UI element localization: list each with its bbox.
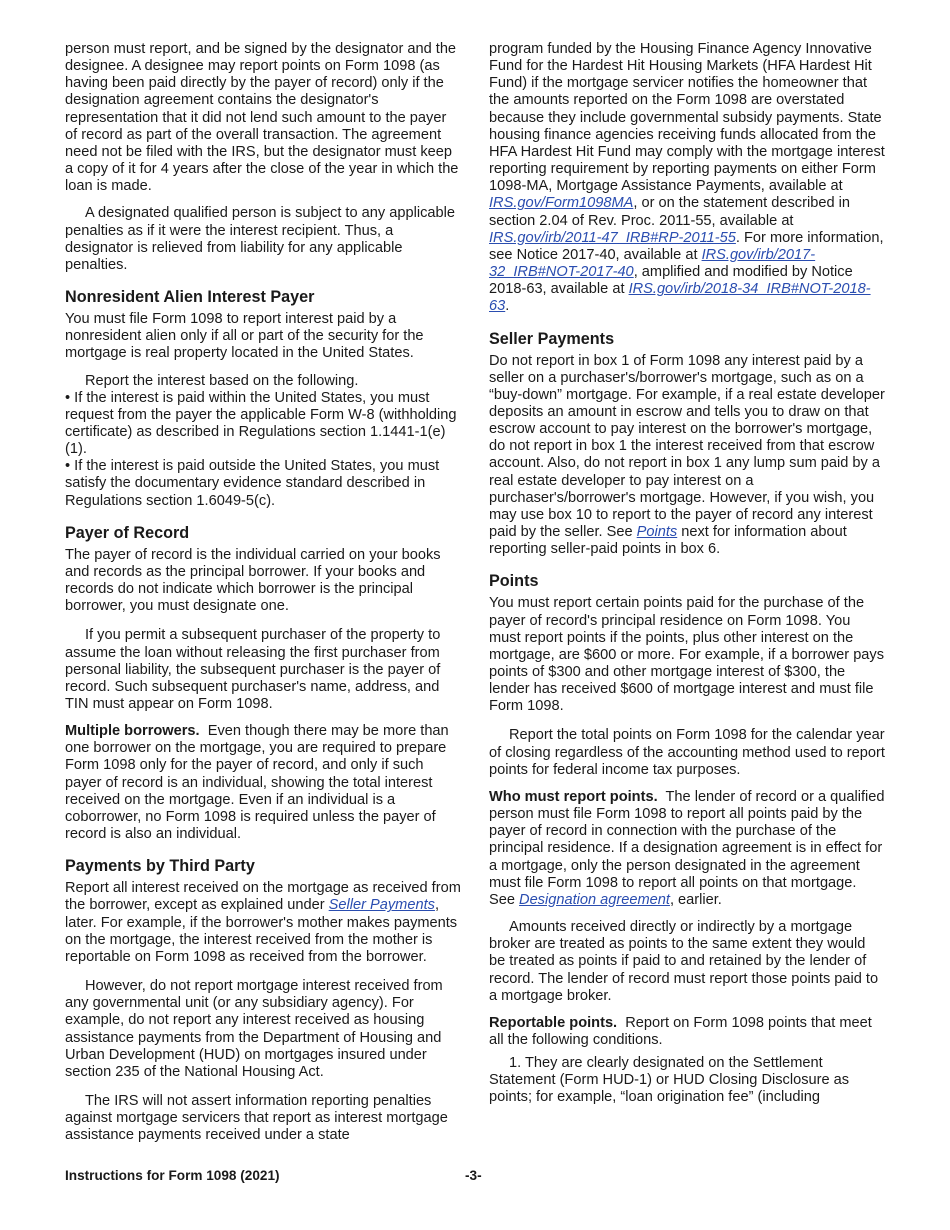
- paragraph-text: , amplified and modified by Notice 2018-63, available at: [489, 264, 853, 298]
- paragraph-text: The lender of record or a qualified person must file Form 1098 to report all points paid by the payer of record in connection with the purchase of the principal residence. If a designation agreement is in effect for a mortgage, only the person designated in the agreement must file Form 1098 to report all points on that mortgage. See: [489, 788, 885, 908]
- paragraph-text: .: [505, 298, 510, 315]
- paragraph-reportable-points: [489, 1015, 885, 1049]
- paragraph-text: , later. For example, if the borrower's mother makes payments on the mortgage, the interest received from the mother is reportable on Form 1098 as received from the borrower.: [65, 897, 458, 965]
- paragraph-multiple-borrowers: [65, 723, 462, 843]
- paragraph: You must report certain points paid for the purchase of the payer of record's principal residence on Form 1098. You must report points if the points, plus other interest on the mortgage, are $600 or more. For example, if a borrower pays points of $300 and other mortgage interest of $300, the lender has received $600 of mortgage interest and must file Form 1098.: [489, 595, 885, 715]
- bullet-item: • If the interest is paid within the United States, you must request from the payer the applicable Form W-8 (withholding certificate) as described in Regulations section 1.1441-1(e)(1).: [65, 389, 457, 458]
- paragraph-text: , or on the statement described in section 2.04 of Rev. Proc. 2011-55, available at: [489, 195, 850, 229]
- paragraph: You must file Form 1098 to report interest paid by a nonresident alien only if all or part of the security for the mortgage is real property located in the United States.: [65, 311, 424, 362]
- bullet-item: • If the interest is paid outside the United States, you must satisfy the documentary evidence standard described in Regulations section 1.6049-5(c).: [65, 458, 440, 509]
- paragraph: The payer of record is the individual carried on your books and records as the principal borrower. If your books and records do not indicate which borrower is the principal borrower, you must designate one.: [65, 546, 441, 615]
- designation-agreement-link[interactable]: Designation agreement: [519, 891, 670, 908]
- runin-heading: Who must report points.: [489, 788, 658, 805]
- paragraph-text: Even though there may be more than one borrower on the mortgage, you are required to prepare Form 1098 only for the payer of record, and only if such payer of record is an individual, showing the total interest received on the mortgage. Even if an individual is a coborrower, no Form 1098 is required unless the payer of record is also an individual.: [65, 723, 449, 843]
- paragraph-text: Report on Form 1098 points that meet all the following conditions.: [489, 1014, 872, 1048]
- page-number: -3-: [465, 1168, 482, 1183]
- list-item: 1. They are clearly designated on the Settlement Statement (Form HUD-1) or HUD Closing Disclosure as points; for example, “loan origination fee” (including: [489, 1055, 850, 1106]
- seller-payments-link[interactable]: Seller Payments: [328, 897, 435, 914]
- runin-heading: Multiple borrowers.: [65, 723, 200, 740]
- paragraph: A designated qualified person is subject to any applicable penalties as if it were the interest recipient. Thus, a designator is relieved from liability for any applicable penalties.: [65, 205, 455, 273]
- paragraph-text: program funded by the Housing Finance Agency Innovative Fund for the Hardest Hit Housing Markets (HFA Hardest Hit Fund) if the mortgage servicer notifies the homeowner that the amounts reported on the Form 1098 are overstated because they include governmental subsidy payments. State housing finance agencies receiving funds allocated from the HFA Hardest Hit Fund may comply with the mortgage interest reporting requirement by reporting payments on either Form 1098-MA, Mortgage Assistance Payments, available at: [489, 41, 885, 195]
- paragraph-text: . For more information, see Notice 2017-40, available at: [489, 229, 884, 263]
- notice-2017-40-link[interactable]: IRS.gov/irb/2017-32_IRB#NOT-2017-40: [489, 246, 816, 281]
- paragraph: person must report, and be signed by the designator and the designee. A designee may report points on Form 1098 (as having been paid directly by the payer of record) only if the designation agreement contains the designator's representation that it did not lend such amount to the payer of record as part of the overall transaction. The agreement need not be filed with the IRS, but the designator must keep a copy of it for 4 years after the close of the year in which the loan is made.: [65, 41, 459, 195]
- section-heading-points: Points: [489, 572, 539, 591]
- section-heading-payer-of-record: Payer of Record: [65, 523, 190, 542]
- form1098ma-link[interactable]: IRS.gov/Form1098MA: [489, 195, 634, 212]
- points-link[interactable]: Points: [636, 524, 678, 541]
- paragraph-text: , earlier.: [669, 891, 722, 908]
- paragraph: Amounts received directly or indirectly by a mortgage broker are treated as points to the same extent they would be treated as points if paid to and retained by the lender of record. The lender of record must report those points paid to a mortgage broker.: [489, 919, 879, 1004]
- paragraph-who-must-report: [489, 789, 885, 909]
- paragraph-text: next for information about reporting seller-paid points in box 6.: [489, 524, 847, 558]
- paragraph: If you permit a subsequent purchaser of the property to assume the loan without releasing the first purchaser from personal liability, the subsequent purchaser is the payer of record. Such subsequent purchaser's name, address, and TIN must appear on Form 1098.: [65, 627, 441, 712]
- notice-2018-63-link[interactable]: IRS.gov/irb/2018-34_IRB#NOT-2018-63: [489, 281, 871, 315]
- paragraph: Report the interest based on the following.: [85, 372, 359, 389]
- left-column: [65, 41, 462, 1154]
- paragraph: [65, 880, 462, 966]
- footer-title: Instructions for Form 1098 (2021): [65, 1168, 280, 1183]
- paragraph-text: Do not report in box 1 of Form 1098 any interest paid by a seller on a purchaser's/borrower's mortgage, such as on a “buy-down” mortgage. For example, if a real estate developer deposits an amount in escrow and tells you to draw on that escrow account to pay interest on the borrower's mortgage, do not report in box 1 the interest received from that escrow account. Also, do not report in box 1 any lump sum paid by a real estate developer to pay interest on a purchaser's/borrower's mortgage. However, if you wish, you may use box 10 to report to the payer of record any interest paid by the seller. See: [489, 352, 885, 541]
- paragraph-text: Report all interest received on the mortgage as received from the borrower, except as explained under: [65, 880, 461, 914]
- rp-2011-55-link[interactable]: IRS.gov/irb/2011-47_IRB#RP-2011-55: [489, 229, 736, 246]
- section-heading-nonresident: Nonresident Alien Interest Payer: [65, 288, 315, 307]
- paragraph: Report the total points on Form 1098 for the calendar year of closing regardless of the accounting method used to report points for federal income tax purposes.: [489, 727, 885, 778]
- paragraph: However, do not report mortgage interest received from any governmental unit (or any subsidiary agency). For example, do not report any interest received as housing assistance payments from the Department of Housing and Urban Development (HUD) on mortgages insured under section 235 of the National Housing Act.: [65, 978, 443, 1080]
- right-column: [489, 41, 885, 1117]
- paragraph: The IRS will not assert information reporting penalties against mortgage servicers that report as interest mortgage assistance payments received under a state: [65, 1092, 448, 1144]
- runin-heading: Reportable points.: [489, 1014, 618, 1031]
- section-heading-third-party: Payments by Third Party: [65, 857, 255, 876]
- paragraph: [489, 41, 885, 316]
- paragraph: [489, 353, 885, 559]
- section-heading-seller-payments: Seller Payments: [489, 329, 615, 348]
